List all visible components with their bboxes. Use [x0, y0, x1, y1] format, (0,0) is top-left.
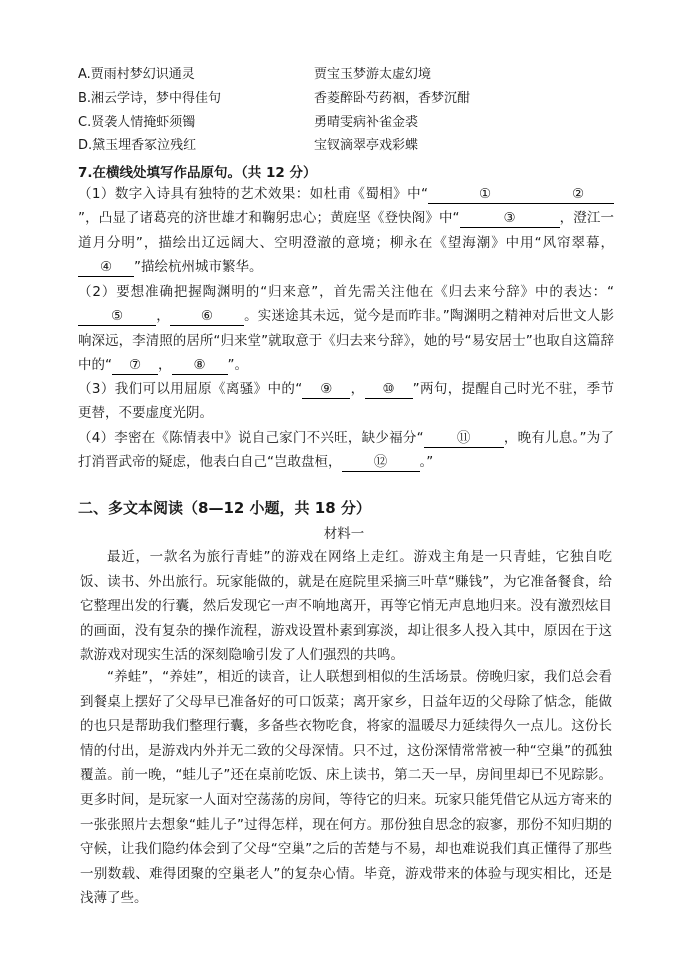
option-b-right: 香菱醉卧芍药裀，香梦沉酣: [314, 91, 471, 106]
answer-blank-1[interactable]: ①: [428, 186, 542, 204]
q7-p3-text-2: ，: [350, 381, 365, 397]
question-7-part-3: [78, 377, 614, 426]
answer-blank-11[interactable]: ⑪: [424, 430, 504, 448]
q7-p2-text-1: （2）要想准确把握陶渊明的“归来意”，首先需关注他在《归去来兮辞》中的表达：“: [78, 284, 614, 300]
option-c-right: 勇晴雯病补雀金裘: [314, 115, 419, 130]
material-1-title: 材料一: [323, 526, 365, 542]
option-a-left: A.贾雨村梦幻识通灵: [78, 67, 195, 82]
question-7-part-1: [78, 182, 614, 279]
answer-blank-5[interactable]: ⑤: [78, 308, 156, 326]
q7-p3-text-3: ”两句，提醒自己时光不驻，季节更替，不要虚度光阴。: [78, 381, 614, 422]
section-2-title: 二、多文本阅读（8—12 小题，共 18 分）: [78, 499, 371, 517]
q7-p3-text-1: （3）我们可以用屈原《离骚》中的“: [78, 381, 303, 397]
answer-blank-8[interactable]: ⑧: [172, 357, 228, 375]
option-c-left: C.贤袭人情掩虾须镯: [78, 115, 196, 130]
answer-blank-3[interactable]: ③: [460, 210, 560, 228]
q7-p1-text-4: ，澄江一道月分明”，描绘出辽远阔大、空明澄澈的意境；柳永在《望海潮》中用“风帘翠幕，: [78, 210, 614, 251]
question-7-part-4: [78, 426, 614, 475]
option-a-right: 贾宝玉梦游太虚幻境: [314, 67, 432, 82]
option-d-left: D.黛玉埋香冢泣残红: [78, 138, 197, 153]
q7-p2-text-2: ，: [156, 308, 170, 325]
question-7-part-2: [78, 280, 614, 377]
answer-blank-7[interactable]: ⑦: [112, 357, 158, 375]
q7-p2-text-3: 。实迷途其未远，觉今是而昨非。”陶渊明之精神对后世文人影响深远，李清照的居所“归来堂”就取意于《归去来兮辞》，她的号“易安居士”也取自这篇辞中的“: [78, 308, 615, 373]
q7-p4-text-2: ，晚有儿息。”为了打消晋武帝的疑虑，他表白自己“岂敢盘桓，: [78, 430, 614, 471]
q7-p1-text-3: ”，凸显了诸葛亮的济世雄才和鞠躬忠心；黄庭坚《登快阁》中“: [78, 210, 460, 227]
q7-p1-text-5: ”描绘杭州城市繁华。: [134, 258, 263, 275]
material-1-paragraph-1: 最近，一款名为旅行青蛙”的游戏在网络上走红。游戏主角是一只青蛙，它独自吃饭、读书、外出旅行。玩家能做的，就是在庭院里采摘三叶草“赚钱”，为它准备餐食，给它整理出发的行囊，然后发现它一声不响地离开，再等它悄无声息地归来。没有激烈炫目的画面，没有复杂的操作流程，游戏设置朴素到寡淡，却让很多人投入其中，原因在于这款游戏对现实生活的深刻隐喻引发了人们强烈的共鸣。: [80, 549, 612, 664]
q7-p4-text-3: 。”: [419, 454, 434, 471]
answer-blank-12[interactable]: ⑫: [342, 454, 420, 472]
option-b-left: B.湘云学诗，梦中得佳句: [78, 91, 222, 106]
q7-p1-text-1: （1）数字入诗具有独特的艺术效果：如杜甫《蜀相》中“: [78, 186, 428, 202]
answer-blank-2[interactable]: ②: [542, 186, 614, 204]
question-7-title: 7.在横线处填写作品原句。（共 12 分）: [78, 165, 317, 181]
option-d-right: 宝钗滴翠亭戏彩蝶: [314, 138, 419, 153]
q7-p2-text-4: ，: [158, 356, 172, 373]
q7-p4-text-1: （4）李密在《陈情表中》说自己家门不兴旺，缺少福分“: [78, 430, 424, 446]
answer-blank-9[interactable]: ⑨: [302, 381, 350, 399]
answer-blank-6[interactable]: ⑥: [170, 308, 244, 326]
material-1-paragraph-2: “养蛙”，“养娃”，相近的读音，让人联想到相似的生活场景。傍晚归家，我们总会看到餐桌上摆好了父母早已准备好的可口饭菜；离开家乡，日益年迈的父母除了惦念，能做的也只是帮助我们整理行囊，多备些衣物吃食，将家的温暖尽力延续得久一点儿。这份长情的付出，是游戏内外并无二致的父母深情。只不过，这份深情常常被一种“空巢”的孤独覆盖。前一晚，“蛙儿子”还在桌前吃饭、床上读书，第二天一早，房间里却已不见踪影。更多时间，是玩家一人面对空荡荡的房间，等待它的归来。玩家只能凭借它从远方寄来的一张张照片去想象“蛙儿子”过得怎样，现在何方。那份独自思念的寂寥，那份不知归期的守候，让我们隐约体会到了父母“空巢”之后的苦楚与不易，却也难说我们真正懂得了那些一别数载、难得团聚的空巢老人”的复杂心情。毕竟，游戏带来的体验与现实相比，还是浅薄了些。: [80, 669, 612, 907]
answer-blank-10[interactable]: ⑩: [365, 381, 413, 399]
q7-p2-text-5: ”。: [227, 356, 248, 373]
answer-blank-4[interactable]: ④: [78, 259, 134, 277]
